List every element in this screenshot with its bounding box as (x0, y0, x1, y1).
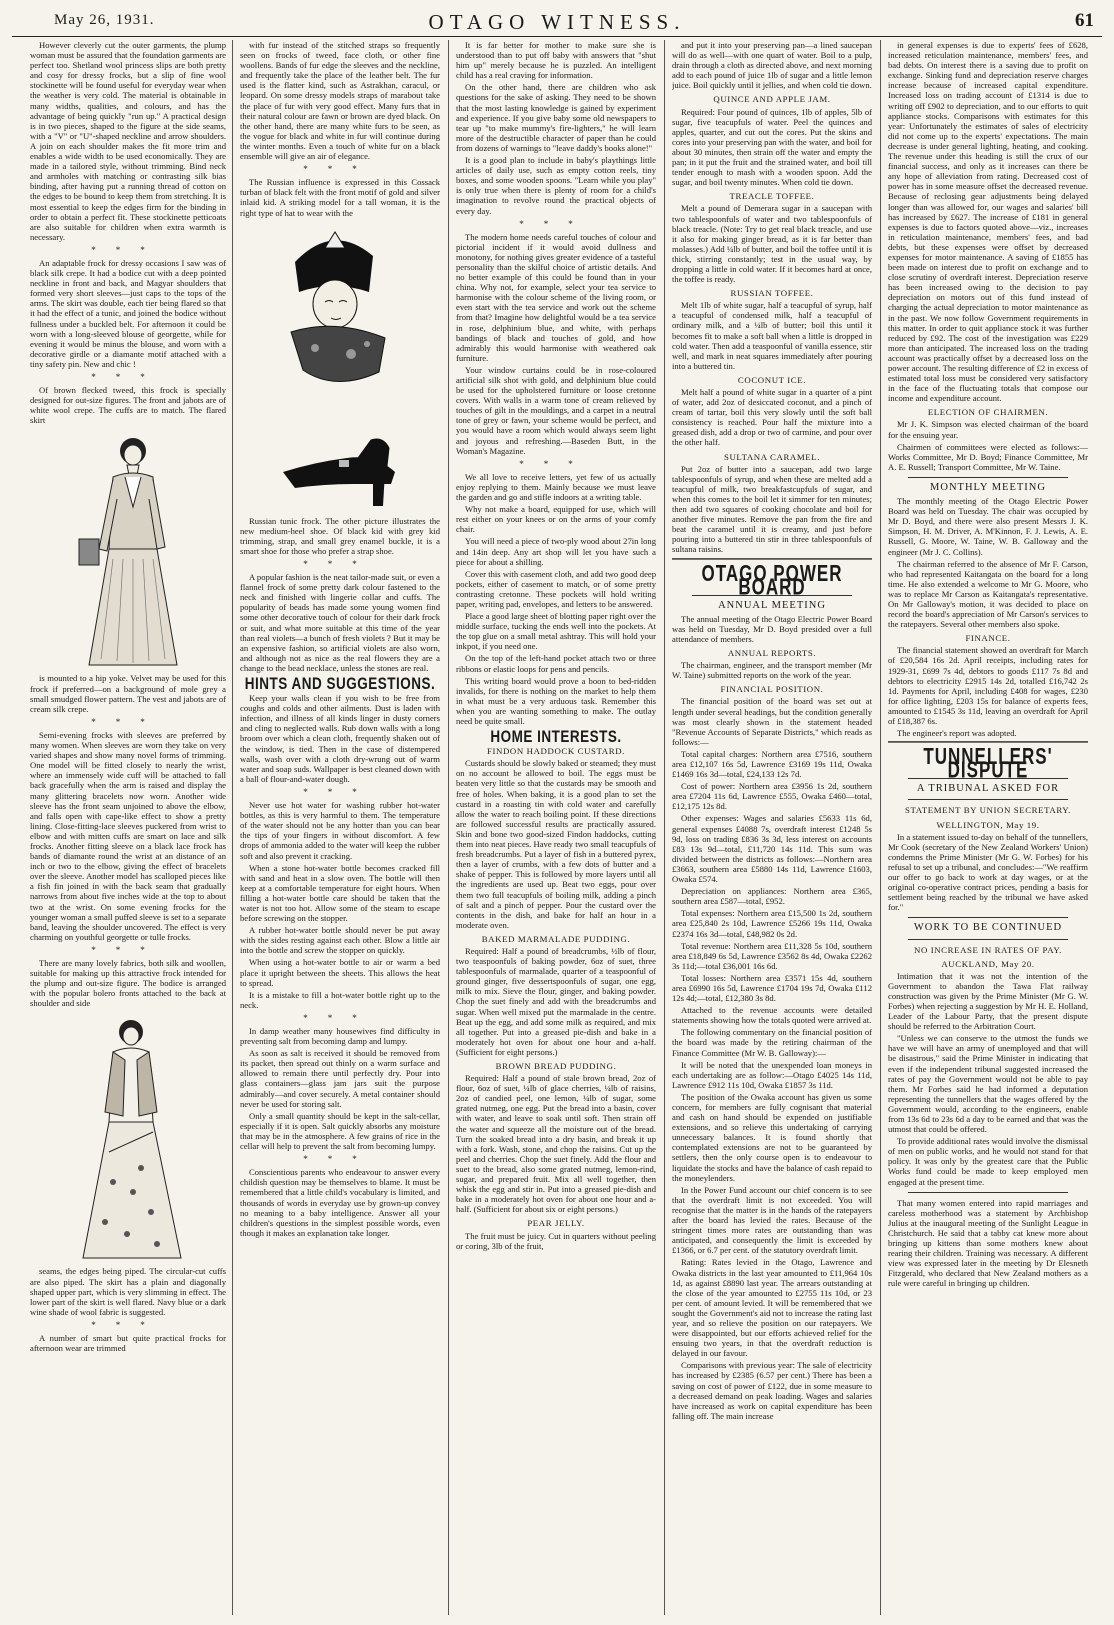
paragraph: in general expenses is due to experts' fees of £628, increased reticulation maintenance, members' fees, and bad debts. On interest there is a saving due to profit on exchange. Sinking fund and depreciation reserve charges increase because of increased capital expenditure. Increased loss on trading account of £1314 is due to writing off £902 to depreciation, and to our efforts to quit appliance stocks. Comparisons with estimates for this year: Unfortunately the estimates of sales of electricity did not come up to the experts' expectations. The main decrease is under general lighting, heating, and cooking. The revenue under this heading is still the crux of our financial success, and only as it increases can there be any hope of alleviation from rating. Decreased cost of power has in some measure offset the decreased revenue. Because of reclosing gear adjustments being delayed longer than was allowed for, our wages and salaries' bill has increased by £627. The increase of £181 in general expenses is due to factors quoted above—viz., increases in reticulation maintenance, members' fees, and bad debts, but these expenses were offset by decreased expenses for motor maintenance. A saving of £1855 has been made on interest due to profit on exchange and to close scrutiny of overdraft interest. Depreciation reserve has been increased owing to the decision to pay depreciation on motors out of this fund instead of charging the actual depreciation to motor maintenance as in the past. We now follow Government requirements in this matter. In order to quit appliance stock it was further reduced by £92. The cost of the investigation was £229 more than anticipated. The increased loss on the trading account was practically offset by a decreased loss on the power account. The resulting difference of £2 in excess of estimated total loss must be considered very satisfactory in the face of the fluctuating totals that compose our income and expenditure account. (888, 40, 1088, 404)
paragraph: Semi-evening frocks with sleeves are preferred by many women. When sleeves are worn they take on very varied shapes and show many novel forms of trimming. One model will be fitted closely to nearly the wrist, where an immensely wide cuff will be attached to fall back gracefully when the arm is raised and display the many glittering bracelets now worn. Another wide sleeve has the front seam unjoined to above the elbow, and falls open with cape-like effect to show a pretty lining. Close-fitting-lace sleeves puckered from wrist to elbow and with mitten cuffs are smart on lace and silk frocks. Another fitting sleeve on a black lace frock has bands of diamante round the wrist at an distance of an inch or two to the elbow, giving the effect of bracelets over the sleeve. Another model has scalloped pieces like a fish fin joined in with the back seam that gradually narrows from about five inches wide at the top to about two at the wrist. On some evening frocks for the younger woman a small puffed sleeve is set to a separate band, leaving the shoulder uncovered. The effect is very charming on youthful georgette or tulle frocks. (30, 729, 226, 942)
column-rule (232, 40, 233, 1615)
paragraph: Required: Four pound of quinces, 1lb of apples, 5lb of sugar, five teacupfuls of water. Peel the quinces and apples, quarter, and cut out the cores. Put the skins and cores into your preserving pan with the water, and boil for about 30 minutes, then strain off the water and empty the pan; in it put the fruit and the strained water, and boil till tender enough to mash with a wooden spoon. Add the sugar, and boil twenty minutes. When cold tie down. (672, 106, 872, 188)
separator-stars: *** (91, 716, 165, 727)
recipe-title: BROWN BREAD PUDDING. (495, 1061, 617, 1071)
subheading: FINANCE. (965, 633, 1011, 644)
column-rule (448, 40, 449, 1615)
separator-stars: *** (91, 944, 165, 955)
paragraph: However cleverly cut the outer garments, the plump woman must be assured that the foundation garments are perfect too. Shetland wool princess slips are both pretty and cosy for dressy frocks, but a slip of fine wool stockinette will be found useful for everyday wear when the weather is very cold. The material is obtainable in many widths, qualities, and colours, and has the advantage of being quickly "run up." A practical design is in two pieces, shaped to the figure at the side seams, with a "V" or "U"-shaped neckline and arrow shoulders. A join on each shoulder makes the fit more trim and enables a wide width to be used economically. They are made in a tailored style, without trimming. Bind neck and armholes with matching or contrasting silk bias binding, after having put a running thread of cotton on the edges to be bound to keep them from stretching. It is most essential to keep the edges firm for the binding in order to obtain a perfect fit. These stockinette petticoats are also suitable for children when extra warmth is necessary. (30, 40, 226, 242)
paragraph: As soon as salt is received it should be removed from its packet, then spread out thinly on a warm surface and allowed to remain there until perfectly dry. Pour into glass containers—glass jam jars suit the purpose admirably—and cover securely. A metal container should never be used for storing salt. (240, 1048, 440, 1109)
paragraph: There are many lovely fabrics, both silk and woollen, suitable for making up this attractive frock intended for the plump and out-size figure. The bodice is arranged with the popular bolero fronts attached to the back at shoulder and side (30, 958, 226, 1009)
paragraph: The chairman, engineer, and the transport member (Mr W. Taine) submitted reports on the work of the year. (672, 660, 872, 681)
paragraph: The Russian influence is expressed in this Cossack turban of black felt with the front motif of gold and silver inlaid kid. A striking model for a tall woman, it is the right type of hat to wear with the (240, 177, 440, 218)
page-number: 61 (1075, 10, 1094, 31)
paragraph: The chairman referred to the absence of Mr F. Carson, who had represented Kaitangata on the board for a long time. He also extended a welcome to Mr G. Moore, who was to replace Mr Carson as Kaitangata's representative. On Mr Galloway's motion, it was decided to place on record the board's appreciation of Mr Carson's services to the ratepayers. Several other members also spoke. (888, 558, 1088, 630)
dateline: AUCKLAND, May 20. (941, 958, 1035, 969)
paragraph: The position of the Owaka account has given us some concern, for members are fully cognisant that material and cash on hand should be expended on justifiable extensions, and so relieve this undertaking of carrying unnecessary balances. It is found shortly that contemplated extensions are not to be guaranteed by settlers, then the only course open is to endeavour to liquidate the stocks and have the balance of cash repaid to the moneylenders. (672, 1091, 872, 1183)
divider (908, 939, 1068, 940)
paragraph: seams, the edges being piped. The circular-cut cuffs are also piped. The skirt has a plain and diagonally shaped upper part, which is very slimming in effect. The lower part of the skirt is well flared. Navy blue or a dark wine shade of wool fabric is suggested. (30, 1266, 226, 1317)
column-2 (240, 40, 440, 1615)
paragraph: A rubber hot-water bottle should never be put away with the sides resting against each other. Blow a little air into the bottle and screw the stopper on quickly. (240, 925, 440, 956)
newspaper-title: OTAGO WITNESS. (428, 10, 686, 34)
article-headline: TUNNELLERS' DISPUTE (888, 741, 1088, 778)
paragraph: The engineer's report was adopted. (897, 728, 1017, 739)
column-1 (30, 40, 226, 1615)
paragraph: Never use hot water for washing rubber hot-water bottles, as this is very harmful to them. The temperature of the water should not be any hotter than you can bear the tips of your fingers in without discomfort. A few drops of ammonia added to the water will keep the rubber soft and also prevent it cracking. (240, 800, 440, 861)
paragraph: Conscientious parents who endeavour to answer every childish question may be themselves to blame. It must be remembered that a little child's vocabulary is limited, and thousands of words in everyday use by grown-up convey no meaning to a baby intelligence. Answer all your children's questions in the simplest possible words, even though it makes an explanation take longer. (240, 1167, 440, 1238)
recipe-title: SULTANA CARAMEL. (723, 451, 821, 462)
column-4 (672, 40, 872, 1615)
paragraph: Comparisons with previous year: The sale of electricity has increased by £2385 (6.57 per cent.) There has been a saving on cost of power of £122, due in some measure to a decreased demand on peak loading. Wages and salaries have increased as work on capital expenditure has been falling off. The main increase (672, 1360, 872, 1421)
subheading: FINANCIAL POSITION. (720, 684, 824, 695)
separator-stars: *** (519, 458, 593, 469)
paragraph: An adaptable frock for dressy occasions I saw was of black silk crepe. It had a bodice cut with a deep pointed neckline in front and back, and Magyar shoulders that formed very short sleeves—just caps to the tops of the arms. The skirt was double, each tier being flared so that it had the effect of a tunic, and joined the bodice without fullness under a buckled belt. For afternoon it could be worn with a long-sleeved blouse of georgette, while for evening it would be minus the blouse, and worn with a decorative girdle or a diamante motif attached with a tiny safety pin. New and chic ! (30, 257, 226, 369)
paragraph: A number of smart but quite practical frocks for afternoon wear are trimmed (30, 1333, 226, 1354)
paragraph: Attached to the revenue accounts were detailed statements showing how the totals quoted were arrived at. (672, 1005, 872, 1026)
paragraph: The fruit must be juicy. Cut in quarters without peeling or coring, 3lb of the fruit, (456, 1230, 656, 1251)
paragraph: You will need a piece of two-ply wood about 27in long and 14in deep. Any art shop will let you have such a piece for about a shilling. (456, 536, 656, 567)
paragraph: Cost of power: Northern area £3956 1s 2d, southern area £7204 11s 6d, Lawrence £555, Owaka £460—total, £12,175 12s 8d. (672, 781, 872, 812)
paragraph: with fur instead of the stitched straps so frequently seen on frocks of tweed, face cloth, or other fine woollens. Bands of fur edge the sleeves and the neckline, and frequently take the place of the leather belt. The fur used is the flatter kind, such as Astrakhan, caracul, or leopard. On some dressy models straps of marabout take the place of fur with very good effect. Many furs that in their natural colour are fawn or brown are dyed black. On the other hand, there are many white furs to be seen, as the vogue for black and white in fur will continue during the winter months. Even a touch of white fur on a black ensemble will give an air of elegance. (240, 40, 440, 162)
paragraph: It is a mistake to fill a hot-water bottle right up to the neck. (240, 989, 440, 1010)
paragraph: Your window curtains could be in rose-coloured artificial silk shot with gold, and delphinium blue could be used for the upholstered furniture or loose cretonne covers. With walls in a warm tone of cream relieved by touches of gilt in the mouldings, and a carpet in a neutral tone of grey or fawn, your scheme would be perfect, and you would have a room which would always seem light and joyous and refreshing.—Baseden Butt, in the Woman's Magazine. (456, 364, 656, 456)
paragraph: Cover this with casement cloth, and add two good deep pockets, either of casement to match, or of some pretty contrasting cretonne. These pockets will hold writing paper, writing pad, envelopes, and letters to be answered. (456, 568, 656, 609)
section-heading: HINTS AND SUGGESTIONS. (244, 673, 436, 693)
paragraph: Chairmen of committees were elected as follows:—Works Committee, Mr D. Boyd; Finance Committee, Mr A. E. Russell; Transport Committee, Mr W. Taine. (888, 441, 1088, 472)
paragraph: Only a small quantity should be kept in the salt-cellar, especially if it is open. Salt quickly absorbs any moisture that may be in the atmosphere. A few grains of rice in the cellar will help to prevent the salt from becoming lumpy. (240, 1110, 440, 1152)
paragraph: Total expenses: Northern area £15,500 1s 2d, southern area £25,840 2s 10d, Lawrence £5266 19s 11d, Owaka £2374 16s 3d—total, £48,982 0s 2d. (672, 908, 872, 939)
paragraph: Put 2oz of butter into a saucepan, add two large tablespoonfuls of syrup, and when these are melted add a teacupful of milk, two breakfastcupfuls of sugar, and when this comes to the boil let it simmer for ten minutes; then add two squares of cooking chocolate and boil for another five minutes. Remove the pan from the fire and beat the caramel until it is creamy, and just before pouring into a buttered tin stir in three tablespoonfuls of sultana raisins. (672, 463, 872, 555)
separator-stars: *** (303, 164, 377, 175)
paragraph: Place a good large sheet of blotting paper right over the middle surface, tucking the ends well into the pockets. At the top glue on a small metal ashtray. This will hold your inkpot, if you need one. (456, 611, 656, 652)
paragraph: Melt 1lb of white sugar, half a teacupful of syrup, half a teacupful of condensed milk, half a teacupful of ordinary milk, and a ¼lb of butter; boil this until it becomes fit to make a soft ball when a little is dropped in cold water. Then add a teaspoonful of vanilla essence, stir well, and mark in neat squares immediately after pouring into a buttered tin. (672, 300, 872, 371)
recipe-title: PEAR JELLY. (527, 1218, 585, 1229)
subheading: WORK TO BE CONTINUED (913, 922, 1063, 934)
divider (908, 1192, 1068, 1193)
separator-stars: *** (303, 1154, 377, 1165)
separator-stars: *** (519, 218, 593, 229)
recipe-title: COCONUT ICE. (737, 374, 807, 385)
subheading: ANNUAL MEETING (718, 599, 826, 611)
paragraph: The following commentary on the financial position of the board was made by the retiring chairman of the Finance Committee (Mr W. B. Galloway):— (672, 1027, 872, 1058)
separator-stars: *** (303, 786, 377, 797)
paragraph: The financial statement showed an overdraft for March of £20,584 16s 2d. April receipts, including rates for 1929-31, £699 7s 4d, debtors to goods £117 7s 8d and debtors to electricity £2915 14s 2d, totalled £16,742 2s 1d. Payments for April, including £408 for wages, £230 for office lighting, £203 15s for balance of experts fees, amounted to £1545 3s 11d, leaving an overdraft for April of £18,387 6s. (888, 645, 1088, 726)
paragraph: To provide additional rates would involve the dismissal of men on public works, and he would not stand for that policy. It was only by the greatest care that the Public Works fund could be made to keep employed men engaged at the present time. (888, 1136, 1088, 1187)
paragraph: Mr J. K. Simpson was elected chairman of the board for the ensuing year. (888, 419, 1088, 440)
column-rule (880, 40, 881, 1615)
tweed-frock-illustration (53, 429, 203, 669)
subheading: MONTHLY MEETING (930, 481, 1046, 493)
paragraph: When a stone hot-water bottle becomes cracked fill with sand and heat in a slow oven. The bottle will then keep at a comfortable temperature for eight hours. When filling a hot-water bottle care should be taken that the water is not too hot. Allow some of the steam to escape before screwing on the stopper. (240, 862, 440, 924)
issue-date: May 26, 1931. (54, 12, 155, 28)
section-heading: HOME INTERESTS. (490, 727, 622, 746)
paragraph: Total revenue: Northern area £11,328 5s 10d, southern area £18,849 6s 5d, Lawrence £3562 8s 4d, Owaka £2262 3s 11d;—total £36,001 16s 6d. (672, 940, 872, 971)
paragraph: Total losses: Northern area £3571 15s 4d, southern area £6990 16s 5d, Lawrence £1704 19s 7d, Owaka £112 12s 4d;—total, £12,380 3s 8d. (672, 972, 872, 1004)
paragraph: and put it into your preserving pan—a lined saucepan will do as well—with one quart of water. Boil to a pulp, drain through a cloth as directed above, and next morning add to each pound of juice 1lb of sugar and a little lemon juice. Boil quickly until it jellies, and when cold tie down. (672, 40, 872, 91)
divider (908, 477, 1068, 478)
column-rule (664, 40, 665, 1615)
recipe-title: QUINCE AND APPLE JAM. (713, 94, 831, 105)
recipe-title: TREACLE TOFFEE. (729, 191, 815, 202)
paragraph: Russian tunic frock. The other picture illustrates the new medium-heel shoe. Of black kid with grey kid trimming, strap, and small grey enamel buckle, it is a smart shoe for those who prefer a strap shoe. (240, 515, 440, 556)
article-columns (30, 40, 1090, 1615)
recipe-title: RUSSIAN TOFFEE. (730, 288, 814, 299)
recipe-title: FINDON HADDOCK CUSTARD. (487, 746, 625, 757)
divider (908, 799, 1068, 800)
paragraph: Why not make a board, equipped for use, which will rest either on your knees or on the arms of your comfy chair. (456, 504, 656, 535)
paragraph: Total capital charges: Northern area £7516, southern area £12,107 16s 5d, Lawrence £3169 19s 11d, Owaka £1469 16s 3d—total, £24,133 12s 7d. (672, 748, 872, 780)
paragraph: In the Power Fund account our chief concern is to see that the overdraft limit is not exceeded. You will recognise that the matter is in the hands of the ratepayers after the board has levied the rates. Because of the stringent times more rates are outstanding than was anticipated, and consequently the limit is exceeded by £1366, or 6.7 per cent. of the statutory overdraft limit. (672, 1184, 872, 1256)
paragraph: Melt a pound of Demerara sugar in a saucepan with two tablespoonfuls of water and two tablespoonfuls of black treacle. (Note: Try to get real black treacle, and use it also for making ginger bread, as it is far better than molasses.) Add ¼lb of butter, and boil the toffee until it is thick, stirring constantly; test in the usual way, by dropping a little in cold water. If it becomes hard at once, the toffee is ready. (672, 203, 872, 285)
paragraph: Required: Half a pound of breadcrumbs, ½lb of flour, two teaspoonfuls of baking powder, 6oz of suet, three tablespoonfuls of marmalade, quarter of a teaspoonful of ground ginger, five dessertspoonfuls of sugar, one egg, milk to mix. Sieve the flour, ginger, and baking powder. Chop the suet finely and add with the breadcrumbs and sugar. When well mixed put the marmalade in the centre. Beat up the egg, and add some milk as required, and mix all together. Put into a greased pie-dish and bake in a moderately hot oven for about one hour and a-half. (Sufficient for eight persons.) (456, 945, 656, 1057)
paragraph: Keep your walls clean if you wish to be free from coughs and colds and other ailments. Dust is laden with infection, and illness of all kinds linger in dusty corners and cling to neglected walls. Rub down walls with a long broom over which a clean cloth, frequently shaken out of the window, is tied. Then in the case of distempered walls, wash over with a cloth dry-wrung out of warm water and soap suds. Wallpaper is best cleaned down with a ball of flour-and-water dough. (240, 693, 440, 784)
paragraph: Custards should be slowly baked or steamed; they must on no account be allowed to boil. The eggs must be beaten very little so that the custards may be smooth and free of holes. When baking, it is a good plan to set the custard in a roasting tin with cold water and carefully allow the water to reach boiling point. If these directions are followed successful results are practically assured. Skin and bone two good-sized Findon haddocks, cutting them into neat pieces. Have ready two small teacupfuls of fresh breadcrumbs. Put a layer of fish in a buttered pyrex, then a layer of crumbs, with a few dots of butter and a shake of pepper. This is followed by more layers until all the ingredients are used up. Beat two eggs, pour over them two full teacupfuls of boiling milk, adding a pinch of salt and a pinch of pepper. Pour the custard over the contents in the dish, and bake for half an hour in a moderate oven. (456, 758, 656, 930)
column-3 (456, 40, 656, 1615)
turban-and-shoe-illustration (255, 222, 425, 512)
paragraph: is mounted to a hip yoke. Velvet may be used for this frock if preferred—on a background of mole grey a small smudged flower pattern. The vest and jabots are of cream silk crepe. (30, 673, 226, 714)
masthead (12, 10, 1102, 37)
subheading: STATEMENT BY UNION SECRETARY. (905, 805, 1071, 816)
separator-stars: *** (303, 558, 377, 569)
paragraph: "Unless we can conserve to the utmost the funds we have we will have an army of unemployed and that will be disastrous," said the Prime Minister in indicating that even if the independent tribunal suggested increased the rates of pay the Government would not be able to pay them. Mr Forbes said he had informed a deputation representing the tunnellers that the wages offered by the Government would, according to the engineers, enable from 13s 6d to 23s 6d a day to be earned and that was the utmost that could be offered. (888, 1033, 1088, 1135)
paragraph: The financial position of the board was set out at length under several headings, but the condition generally was most clearly shown in the statement headed "Revenue Accounts of Separate Districts," which reads as follows:— (672, 696, 872, 747)
separator-stars: *** (303, 1012, 377, 1023)
paragraph: Other expenses: Wages and salaries £5633 11s 6d, general expenses £4088 7s, overdraft interest £1248 5s 9d, loss on trading £836 3s 3d, less interest on accounts £83 13s 9d—total, £11,720 14s 11d. This sum was divided between the districts as follows:—Northern area £3663, southern area £5880 14s 11d, Lawrence £1603, Owaka £574. (672, 813, 872, 885)
separator-stars: *** (91, 1319, 165, 1330)
paragraph: Required: Half a pound of stale brown bread, 2oz of flour, 6oz of suet, ¼lb of glace cherries, ¼lb of raisins, 2oz of candied peel, one lemon, ¼lb of sugar, some grated nutmeg, one egg. Put the bread into a basin, cover with water, and leave to soak until soft. Then strain off the water and squeeze all the moisture out of the bread. Turn the soaked bread into a dry basin, and break it up with a fork. Wash, stone, and chop the raisins. Cut up the peel and cherries. Chop the suet finely. Add the flour and suet to the bread, also some grated nutmeg, lemon-rind, sugar, and prepared fruit. Mix all well together, then whisk the egg and stir in. Put into a greased pie-dish and bake in a moderately hot oven for about one hour and a-half. (Sufficient for about six or eight persons.) (456, 1073, 656, 1215)
paragraph: It is far better for mother to make sure she is understood than to put off baby with answers that "shut him up" merely because he is puzzled. An intelligent child has a real craving for information. (456, 40, 656, 81)
paragraph: On the other hand, there are children who ask questions for the sake of asking. They need to be shown that the most lasting knowledge is gained by experiment and experience. If you give baby some old newspapers to tear up "to make mummy's fire-lighters," he will learn more of the destructible character of paper than he could from dozens of warnings to "leave daddy's books alone!" (456, 82, 656, 153)
paragraph: This writing board would prove a boon to bed-ridden invalids, for there is nothing on the market to help them in what must be a very arduous task. Remember this when you are wanting something to make. The outlay need be quite small. (456, 675, 656, 726)
paragraph: Intimation that it was not the intention of the Government to abandon the Tawa Flat railway construction was given by the Prime Minister (Mr G. W. Forbes) when rejecting a suggestion by Mr H. E. Holland, Leader of the Labour Party, that the present dispute should be referred to the Arbitration Court. (888, 970, 1088, 1032)
paragraph: Depreciation on appliances: Northern area £365, southern area £587—total, £952. (672, 886, 872, 907)
paragraph: The monthly meeting of the Otago Electric Power Board was held on Tuesday. The chair was occupied by Mr D. Boyd, and there were also present Messrs J. K. Simpson, H. M. Driver, A. M'Kinnon, F. J. Lewis, A. E. Russell, G. Moore, W. Taine, W. B. Galloway and the engineer (Mr J. C. Collins). (888, 496, 1088, 557)
subheading: ELECTION OF CHAIRMEN. (927, 407, 1049, 418)
subheading: NO INCREASE IN RATES OF PAY. (914, 944, 1062, 955)
paragraph: A popular fashion is the neat tailor-made suit, or even a flannel frock of some pretty dark colour fastened to the neck and finished with lingerie collar and cuffs. The popularity of beads has made some young women find some other decorative touch of colour for their dark frock or suit, and what more suitable at this time of the year than real violets—a bunch of fresh violets ? But it may be an expensive fashion, so artificial violets are also worn, and although not as nice as the real flowers they are a change to the bead necklace, unless the stones are real. (240, 572, 440, 673)
column-5 (888, 40, 1088, 1615)
paragraph: Melt half a pound of white sugar in a quarter of a pint of water, add 2oz of desiccated coconut, and a pinch of cream of tartar, boil this very slowly until the soft ball consistency is reached. Pour half the mixture into a greased dish, add a drop or two of carmine, and pour over the other half. (672, 387, 872, 448)
paragraph: Of brown flecked tweed, this frock is specially designed for out-size figures. The front and jabots are of white wool crepe. The cuffs are to match. The flared skirt (30, 385, 226, 426)
paragraph: The annual meeting of the Otago Electric Power Board was held on Tuesday, Mr D. Boyd presided over a full attendance of members. (672, 613, 872, 644)
separator-stars: *** (91, 244, 165, 255)
recipe-title: BAKED MARMALADE PUDDING. (481, 933, 631, 944)
separator-stars: *** (91, 372, 165, 382)
paragraph: We all love to receive letters, yet few of us actually enjoy replying to them. Mainly because we must leave the garden and go and stifle indoors at a writing table. (456, 471, 656, 503)
paragraph: The modern home needs careful touches of colour and pictorial incident if it would avoid dullness and monotony, for nothing gives greater evidence of a tasteful personality than the skilful choice of artistic details. And no better example of this could be found than in your china. Why not, for example, select your tea service to harmonise with the colour scheme of the living room, or even start with the tea service and work out the scheme from that? Imagine how delightful would be a tea service in rose, delphinium blue, and white, with perhaps bandings of black and touches of gold, and how admirably this would harmonise with weathered oak furniture. (456, 231, 656, 363)
subheading: A TRIBUNAL ASKED FOR (916, 783, 1060, 795)
subheading: ANNUAL REPORTS. (727, 648, 817, 659)
bolero-frock-illustration (53, 1012, 203, 1262)
paragraph: It is a good plan to include in baby's playthings little articles of daily use, such as empty cotton reels, tiny boxes, and some wooden spoons. "Learn while you play" is only true when there is plenty of room for a child's imagination to revolve round the practical objects of every day. (456, 155, 656, 216)
divider (908, 917, 1068, 918)
paragraph: In a statement issued to-day on behalf of the tunnellers, Mr Cook (secretary of the New Zealand Workers' Union) condemns the Prime Minister (Mr G. W. Forbes) for his refusal to set up a tribunal, and concludes:—"We reaffirm our offer to go back to work at day wages, or at the original co-operative contract prices, pending a basis for settlement being reached by the tribunal we have asked for." (888, 831, 1088, 913)
paragraph: Rating: Rates levied in the Otago, Lawrence and Owaka districts in the last year amounted to £11,964 10s 1d, as against £8890 last year. The arrears outstanding at the close of the year amounted to £2755 11s 10d, or 23 per cent. of amount levied. It will be remembered that we sought the Government's aid not to increase the rating last year, and so relieve the position on our ratepayers. We were disappointed, but our efforts achieved relief for the ensuing two years, in that the overdraft reduction is delayed in our favour. (672, 1257, 872, 1359)
dateline: WELLINGTON, May 19. (936, 819, 1040, 830)
paragraph: On the top of the left-hand pocket attach two or three ribbons or elastic loops for pens and pencils. (456, 653, 656, 674)
article-headline: OTAGO POWER BOARD (672, 558, 872, 595)
paragraph: When using a hot-water bottle to air or warm a bed place it upright between the sheets. This allows the heat to spread. (240, 957, 440, 988)
paragraph: That many women entered into rapid marriages and careless motherhood was a statement by Archbishop Julius at the inaugural meeting of the Sunlight League in Christchurch. He said that a tabby cat knew more about bringing up kittens than some mothers knew about rearing their children. Training was necessary. A different view was expressed later in the meeting by Dr Elesneth Fitzgerald, who declared that New Zealand mothers as a rule were careful in bringing up children. (888, 1197, 1088, 1289)
paragraph: It will be noted that the unexpended loan moneys in each undertaking are as follow:—Otago £4025 14s 11d, Lawrence £912 11s 10d, Owaka £1857 3s 11d. (672, 1059, 872, 1090)
paragraph: In damp weather many housewives find difficulty in preventing salt from becoming damp and lumpy. (240, 1026, 440, 1047)
